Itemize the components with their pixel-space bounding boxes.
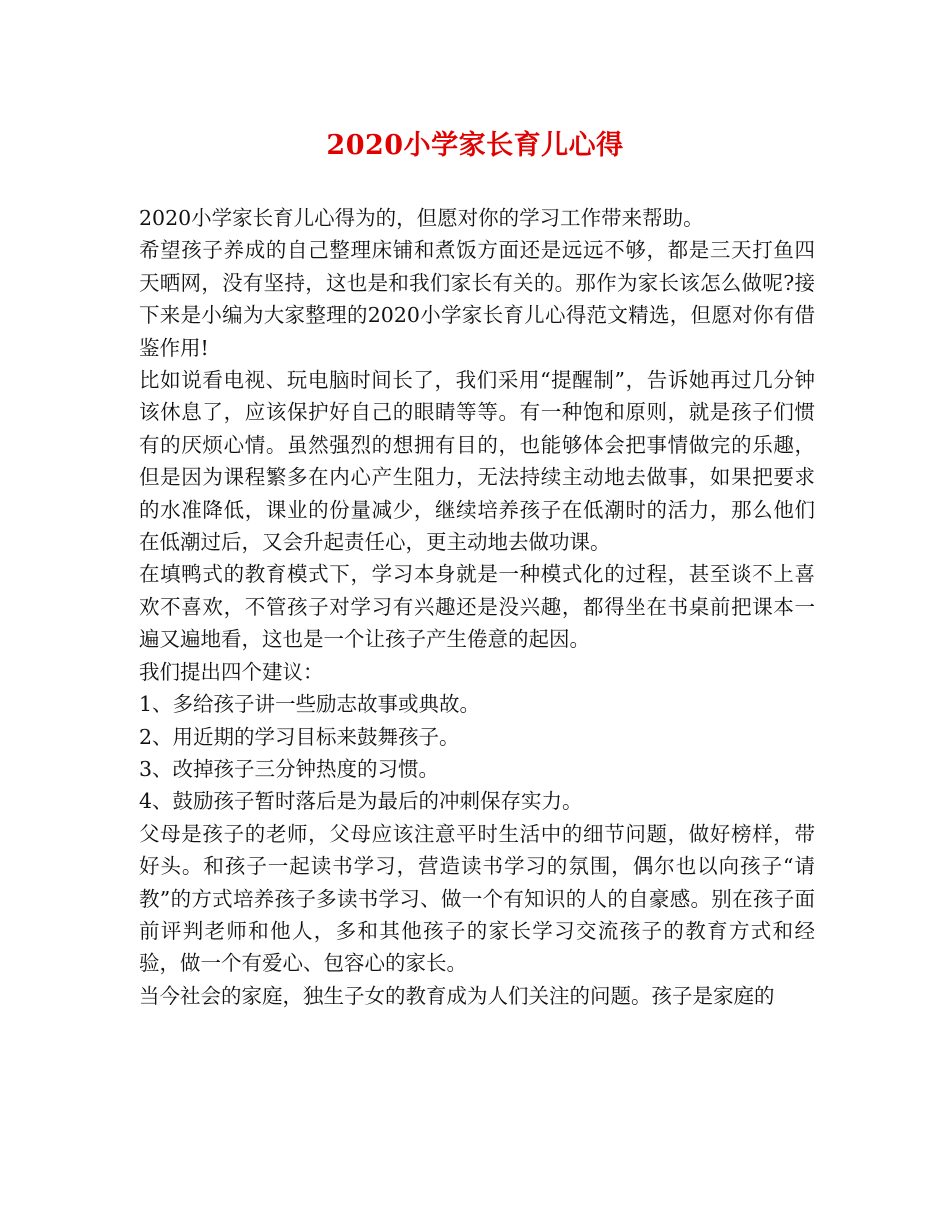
paragraph-reminder: 比如说看电视、玩电脑时间长了，我们采用“提醒制”，告诉她再过几分钟该休息了，应该保护好自己的眼睛等等。有一种饱和原则，就是孩子们惯有的厌烦心情。虽然强烈的想拥有目的，也能够体会把事情做完的乐趣，但是因为课程繁多在内心产生阻力，无法持续主动地去做事，如果把要求的水准降低，课业的份量减少，继续培养孩子在低潮时的活力，那么他们在低潮过后，又会升起责任心，更主动地去做功课。 bbox=[139, 368, 815, 555]
list-item-suggestion-4: 4、鼓励孩子暂时落后是为最后的冲刺保存实力。 bbox=[139, 789, 583, 814]
list-item-suggestion-1: 1、多给孩子讲一些励志故事或典故。 bbox=[139, 692, 481, 717]
paragraph-suggestions-heading: 我们提出四个建议： bbox=[139, 659, 324, 684]
document-title: 2020小学家长育儿心得 bbox=[326, 130, 624, 161]
paragraph-habits: 希望孩子养成的自己整理床铺和煮饭方面还是远远不够，都是三天打鱼四天晒网，没有坚持，这也是和我们家长有关的。那作为家长该怎么做呢?接下来是小编为大家整理的2020小学家长育儿心得范文精选，但愿对你有借鉴作用! bbox=[139, 238, 815, 360]
paragraph-society: 当今社会的家庭，独生子女的教育成为人们关注的问题。孩子是家庭的 bbox=[139, 983, 775, 1008]
list-item-suggestion-3: 3、改掉孩子三分钟热度的习惯。 bbox=[139, 756, 440, 781]
paragraph-parents-role: 父母是孩子的老师，父母应该注意平时生活中的细节问题，做好榜样，带好头。和孩子一起读书学习，营造读书学习的氛围，偶尔也以向孩子“请教”的方式培养孩子多读书学习、做一个有知识的人的自豪感。别在孩子面前评判老师和他人，多和其他孩子的家长学习交流孩子的教育方式和经验，做一个有爱心、包容心的家长。 bbox=[139, 821, 815, 976]
list-item-suggestion-2: 2、用近期的学习目标来鼓舞孩子。 bbox=[139, 724, 460, 749]
paragraph-education-mode: 在填鸭式的教育模式下，学习本身就是一种模式化的过程，甚至谈不上喜欢不喜欢，不管孩子对学习有兴趣还是没兴趣，都得坐在书桌前把课本一遍又遍地看，这也是一个让孩子产生倦意的起因。 bbox=[139, 562, 815, 652]
document-body bbox=[139, 202, 815, 1012]
paragraph-intro: 2020小学家长育儿心得为的，但愿对你的学习工作带来帮助。 bbox=[139, 206, 704, 230]
